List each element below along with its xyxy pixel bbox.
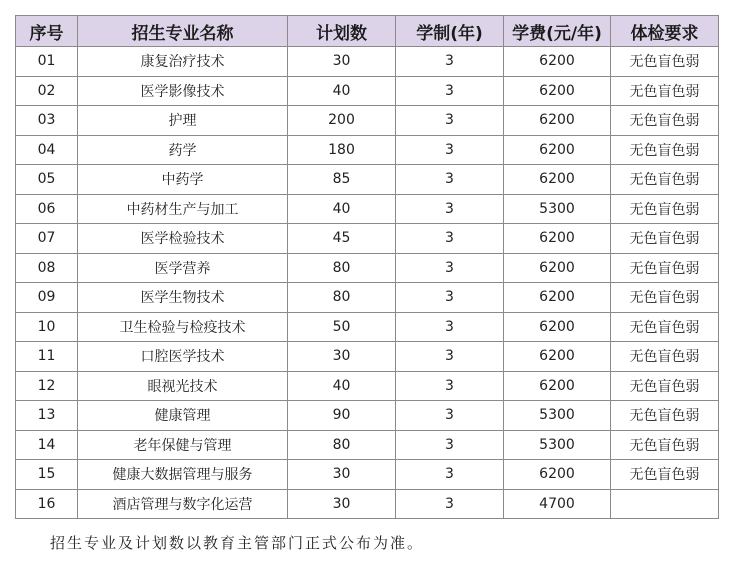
table-row bbox=[16, 489, 719, 519]
cell-medical-requirement: 无色盲色弱 bbox=[611, 135, 719, 165]
cell-plan-count: 200 bbox=[288, 106, 396, 136]
cell-medical-requirement: 无色盲色弱 bbox=[611, 283, 719, 313]
cell-index: 05 bbox=[16, 165, 78, 195]
cell-plan-count: 80 bbox=[288, 283, 396, 313]
cell-major-name: 医学检验技术 bbox=[78, 224, 288, 254]
cell-tuition: 5300 bbox=[504, 401, 611, 431]
cell-index: 03 bbox=[16, 106, 78, 136]
table-row bbox=[16, 342, 719, 372]
cell-medical-requirement bbox=[611, 489, 719, 519]
enrollment-table bbox=[15, 15, 719, 519]
table-row bbox=[16, 165, 719, 195]
cell-index: 16 bbox=[16, 489, 78, 519]
cell-plan-count: 80 bbox=[288, 430, 396, 460]
cell-medical-requirement: 无色盲色弱 bbox=[611, 165, 719, 195]
table-row bbox=[16, 194, 719, 224]
cell-duration: 3 bbox=[396, 342, 504, 372]
cell-medical-requirement: 无色盲色弱 bbox=[611, 194, 719, 224]
cell-index: 07 bbox=[16, 224, 78, 254]
cell-major-name: 老年保健与管理 bbox=[78, 430, 288, 460]
cell-tuition: 6200 bbox=[504, 76, 611, 106]
cell-tuition: 6200 bbox=[504, 371, 611, 401]
cell-duration: 3 bbox=[396, 371, 504, 401]
cell-major-name: 医学影像技术 bbox=[78, 76, 288, 106]
cell-plan-count: 50 bbox=[288, 312, 396, 342]
cell-medical-requirement: 无色盲色弱 bbox=[611, 76, 719, 106]
cell-plan-count: 30 bbox=[288, 342, 396, 372]
cell-duration: 3 bbox=[396, 76, 504, 106]
table-row bbox=[16, 76, 719, 106]
cell-plan-count: 40 bbox=[288, 76, 396, 106]
cell-tuition: 6200 bbox=[504, 283, 611, 313]
cell-major-name: 健康管理 bbox=[78, 401, 288, 431]
cell-tuition: 6200 bbox=[504, 135, 611, 165]
cell-major-name: 医学生物技术 bbox=[78, 283, 288, 313]
cell-plan-count: 90 bbox=[288, 401, 396, 431]
cell-major-name: 医学营养 bbox=[78, 253, 288, 283]
cell-index: 15 bbox=[16, 460, 78, 490]
cell-major-name: 酒店管理与数字化运营 bbox=[78, 489, 288, 519]
cell-medical-requirement: 无色盲色弱 bbox=[611, 312, 719, 342]
cell-medical-requirement: 无色盲色弱 bbox=[611, 224, 719, 254]
table-row bbox=[16, 47, 719, 77]
cell-duration: 3 bbox=[396, 401, 504, 431]
cell-tuition: 6200 bbox=[504, 224, 611, 254]
cell-index: 14 bbox=[16, 430, 78, 460]
cell-plan-count: 180 bbox=[288, 135, 396, 165]
cell-tuition: 6200 bbox=[504, 342, 611, 372]
cell-tuition: 6200 bbox=[504, 253, 611, 283]
cell-medical-requirement: 无色盲色弱 bbox=[611, 430, 719, 460]
table-row bbox=[16, 224, 719, 254]
cell-tuition: 6200 bbox=[504, 106, 611, 136]
cell-duration: 3 bbox=[396, 430, 504, 460]
header-tuition: 学费(元/年) bbox=[504, 16, 611, 47]
table-row bbox=[16, 283, 719, 313]
cell-duration: 3 bbox=[396, 489, 504, 519]
cell-plan-count: 40 bbox=[288, 371, 396, 401]
header-plan-count: 计划数 bbox=[288, 16, 396, 47]
cell-plan-count: 30 bbox=[288, 47, 396, 77]
cell-duration: 3 bbox=[396, 194, 504, 224]
cell-major-name: 眼视光技术 bbox=[78, 371, 288, 401]
cell-medical-requirement: 无色盲色弱 bbox=[611, 342, 719, 372]
table-row bbox=[16, 106, 719, 136]
cell-major-name: 口腔医学技术 bbox=[78, 342, 288, 372]
cell-index: 04 bbox=[16, 135, 78, 165]
table-row bbox=[16, 430, 719, 460]
cell-duration: 3 bbox=[396, 47, 504, 77]
cell-index: 09 bbox=[16, 283, 78, 313]
cell-index: 12 bbox=[16, 371, 78, 401]
cell-plan-count: 40 bbox=[288, 194, 396, 224]
cell-medical-requirement: 无色盲色弱 bbox=[611, 401, 719, 431]
cell-duration: 3 bbox=[396, 135, 504, 165]
cell-duration: 3 bbox=[396, 253, 504, 283]
cell-medical-requirement: 无色盲色弱 bbox=[611, 460, 719, 490]
cell-major-name: 康复治疗技术 bbox=[78, 47, 288, 77]
cell-tuition: 5300 bbox=[504, 430, 611, 460]
cell-index: 01 bbox=[16, 47, 78, 77]
cell-medical-requirement: 无色盲色弱 bbox=[611, 47, 719, 77]
cell-plan-count: 30 bbox=[288, 489, 396, 519]
cell-medical-requirement: 无色盲色弱 bbox=[611, 253, 719, 283]
cell-duration: 3 bbox=[396, 460, 504, 490]
cell-duration: 3 bbox=[396, 283, 504, 313]
cell-major-name: 药学 bbox=[78, 135, 288, 165]
cell-major-name: 健康大数据管理与服务 bbox=[78, 460, 288, 490]
header-major-name: 招生专业名称 bbox=[78, 16, 288, 47]
cell-medical-requirement: 无色盲色弱 bbox=[611, 371, 719, 401]
cell-plan-count: 30 bbox=[288, 460, 396, 490]
table-row bbox=[16, 371, 719, 401]
cell-duration: 3 bbox=[396, 224, 504, 254]
cell-tuition: 5300 bbox=[504, 194, 611, 224]
cell-plan-count: 85 bbox=[288, 165, 396, 195]
cell-tuition: 6200 bbox=[504, 312, 611, 342]
header-medical-requirement: 体检要求 bbox=[611, 16, 719, 47]
cell-major-name: 中药材生产与加工 bbox=[78, 194, 288, 224]
table-row bbox=[16, 312, 719, 342]
cell-duration: 3 bbox=[396, 312, 504, 342]
table-row bbox=[16, 460, 719, 490]
cell-tuition: 6200 bbox=[504, 47, 611, 77]
cell-tuition: 4700 bbox=[504, 489, 611, 519]
cell-major-name: 中药学 bbox=[78, 165, 288, 195]
footnote: 招生专业及计划数以教育主管部门正式公布为准。 bbox=[50, 534, 425, 552]
cell-index: 10 bbox=[16, 312, 78, 342]
table-body bbox=[16, 47, 719, 519]
cell-medical-requirement: 无色盲色弱 bbox=[611, 106, 719, 136]
cell-index: 08 bbox=[16, 253, 78, 283]
table-row bbox=[16, 401, 719, 431]
cell-index: 11 bbox=[16, 342, 78, 372]
cell-major-name: 护理 bbox=[78, 106, 288, 136]
table-row bbox=[16, 135, 719, 165]
table-row bbox=[16, 253, 719, 283]
cell-plan-count: 80 bbox=[288, 253, 396, 283]
cell-major-name: 卫生检验与检疫技术 bbox=[78, 312, 288, 342]
cell-plan-count: 45 bbox=[288, 224, 396, 254]
cell-index: 06 bbox=[16, 194, 78, 224]
cell-tuition: 6200 bbox=[504, 460, 611, 490]
header-index: 序号 bbox=[16, 16, 78, 47]
cell-index: 02 bbox=[16, 76, 78, 106]
table-header-row bbox=[16, 16, 719, 47]
header-duration: 学制(年) bbox=[396, 16, 504, 47]
cell-tuition: 6200 bbox=[504, 165, 611, 195]
cell-index: 13 bbox=[16, 401, 78, 431]
cell-duration: 3 bbox=[396, 165, 504, 195]
cell-duration: 3 bbox=[396, 106, 504, 136]
enrollment-table-container bbox=[15, 15, 718, 519]
